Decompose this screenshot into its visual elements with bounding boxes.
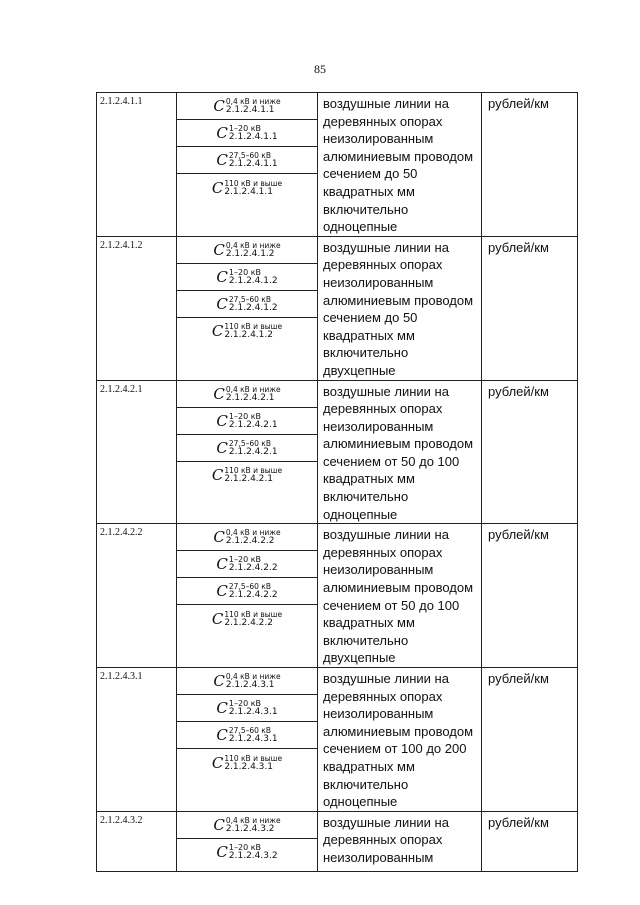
rate-symbol: C <box>211 609 224 628</box>
rate-index: 2.1.2.4.1.2 <box>225 248 275 259</box>
rate-variable <box>177 462 317 489</box>
table-row <box>97 668 578 812</box>
voltage-class: 0,4 кВ и ниже <box>225 384 281 394</box>
rate-index: 2.1.2.4.1.1 <box>228 159 278 169</box>
rate-variables-cell <box>177 380 318 524</box>
rate-index: 2.1.2.4.2.2 <box>225 536 275 547</box>
voltage-class: 1–20 кВ <box>228 699 262 708</box>
rate-symbol: C <box>213 528 225 547</box>
rate-variable <box>177 318 317 345</box>
rate-index: 2.1.2.4.3.1 <box>225 680 275 690</box>
rate-index: 2.1.2.4.2.1 <box>228 419 278 430</box>
row-description: воздушные линии на деревянных опорах неизолированным алюминиевым проводом сечением до 50 квадратных мм включительно двухцепные <box>318 236 482 380</box>
rate-index: 2.1.2.4.2.1 <box>224 474 273 484</box>
voltage-class: 0,4 кВ и ниже <box>225 528 281 538</box>
voltage-class: 110 кВ и выше <box>224 322 283 332</box>
rate-index: 2.1.2.4.1.2 <box>228 302 278 313</box>
rate-symbol: C <box>213 97 225 115</box>
rate-symbol: C <box>216 124 228 142</box>
rate-variables-cell <box>177 93 318 237</box>
table-row <box>97 811 578 871</box>
rate-variable <box>177 695 317 722</box>
row-unit: рублей/км <box>482 811 578 871</box>
rate-symbol: C <box>213 240 225 259</box>
row-code: 2.1.2.4.1.1 <box>97 93 177 237</box>
rate-index: 2.1.2.4.3.2 <box>228 851 278 862</box>
rate-index: 2.1.2.4.1.1 <box>225 105 275 115</box>
voltage-class: 0,4 кВ и ниже <box>225 672 281 681</box>
rate-variable <box>177 408 317 435</box>
rate-index: 2.1.2.4.2.2 <box>228 590 278 601</box>
rate-variable <box>177 147 317 174</box>
row-description: воздушные линии на деревянных опорах неизолированным алюминиевым проводом сечением от 100 до 200 квадратных мм включительно одноцепные <box>318 668 482 812</box>
rate-symbol: C <box>216 726 228 744</box>
voltage-class: 27,5–60 кВ <box>228 438 271 448</box>
rate-symbol: C <box>216 699 228 717</box>
voltage-class: 27,5–60 кВ <box>228 151 271 160</box>
rate-symbol: C <box>216 294 228 313</box>
voltage-class: 110 кВ и выше <box>224 178 283 188</box>
rate-index: 2.1.2.4.3.2 <box>225 823 275 834</box>
rate-variable <box>177 524 317 551</box>
rate-symbol: C <box>216 555 228 574</box>
rate-variables-cell <box>177 811 318 871</box>
rate-symbol: C <box>211 178 224 197</box>
rate-symbol: C <box>211 753 224 772</box>
voltage-class: 110 кВ и выше <box>224 609 283 619</box>
rate-index: 2.1.2.4.2.1 <box>225 392 275 403</box>
rate-variable <box>177 605 317 632</box>
table-row <box>97 93 578 237</box>
voltage-class: 110 кВ и выше <box>224 753 283 763</box>
rate-symbol: C <box>211 322 224 341</box>
row-unit: рублей/км <box>482 380 578 524</box>
row-description: воздушные линии на деревянных опорах неизолированным алюминиевым проводом сечением до 50 квадратных мм включительно одноцепные <box>318 93 482 237</box>
row-description: воздушные линии на деревянных опорах неизолированным алюминиевым проводом сечением от 50 до 100 квадратных мм включительно одноцепные <box>318 380 482 524</box>
rate-index: 2.1.2.4.3.1 <box>228 734 278 744</box>
row-code: 2.1.2.4.2.2 <box>97 524 177 668</box>
voltage-class: 27,5–60 кВ <box>228 726 271 735</box>
rate-variables-cell <box>177 236 318 380</box>
rate-index: 2.1.2.4.1.2 <box>228 275 278 286</box>
rate-variable <box>177 812 317 839</box>
voltage-class: 27,5–60 кВ <box>228 294 271 304</box>
voltage-class: 0,4 кВ и ниже <box>225 97 281 106</box>
rate-index: 2.1.2.4.2.1 <box>228 446 278 457</box>
voltage-class: 110 кВ и выше <box>224 466 283 475</box>
rate-index: 2.1.2.4.3.1 <box>224 761 273 772</box>
rate-index: 2.1.2.4.2.2 <box>228 563 278 574</box>
voltage-class: 1–20 кВ <box>228 843 262 853</box>
rate-variable <box>177 578 317 605</box>
rate-variable <box>177 722 317 749</box>
rate-variables-cell <box>177 668 318 812</box>
row-unit: рублей/км <box>482 93 578 237</box>
rate-variable <box>177 668 317 695</box>
rate-variable <box>177 435 317 462</box>
rate-symbol: C <box>216 411 228 430</box>
rate-variable <box>177 291 317 318</box>
rate-symbol: C <box>216 582 228 601</box>
row-unit: рублей/км <box>482 524 578 668</box>
row-description: воздушные линии на деревянных опорах неизолированным алюминиевым проводом сечением от 50 до 100 квадратных мм включительно двухцепные <box>318 524 482 668</box>
voltage-class: 1–20 кВ <box>228 411 262 421</box>
table-row <box>97 236 578 380</box>
voltage-class: 1–20 кВ <box>228 555 262 565</box>
voltage-class: 27,5–60 кВ <box>228 582 271 592</box>
rate-variable <box>177 120 317 147</box>
rate-variable <box>177 839 317 866</box>
page-number: 85 <box>314 62 326 76</box>
rate-index: 2.1.2.4.2.2 <box>224 617 273 628</box>
rate-variable <box>177 174 317 201</box>
rate-variable <box>177 551 317 578</box>
rate-symbol: C <box>216 438 228 457</box>
row-code: 2.1.2.4.3.2 <box>97 811 177 871</box>
rate-variable <box>177 237 317 264</box>
rate-symbol: C <box>213 672 225 690</box>
row-unit: рублей/км <box>482 668 578 812</box>
voltage-class: 0,4 кВ и ниже <box>225 240 281 250</box>
table-row <box>97 380 578 524</box>
rate-variable <box>177 381 317 408</box>
row-code: 2.1.2.4.3.1 <box>97 668 177 812</box>
rate-symbol: C <box>216 843 228 862</box>
table-row <box>97 524 578 668</box>
rate-symbol: C <box>213 384 225 403</box>
voltage-class: 1–20 кВ <box>228 267 262 277</box>
rate-variable <box>177 93 317 120</box>
row-description: воздушные линии на деревянных опорах неизолированным <box>318 811 482 871</box>
rate-variable <box>177 264 317 291</box>
rate-index: 2.1.2.4.1.1 <box>228 132 278 142</box>
row-code: 2.1.2.4.1.2 <box>97 236 177 380</box>
rate-symbol: C <box>216 267 228 286</box>
row-code: 2.1.2.4.2.1 <box>97 380 177 524</box>
voltage-class: 1–20 кВ <box>228 124 262 133</box>
rate-index: 2.1.2.4.1.1 <box>224 186 273 197</box>
rate-symbol: C <box>213 815 225 834</box>
rate-symbol: C <box>211 466 224 484</box>
rate-variable <box>177 749 317 776</box>
voltage-class: 0,4 кВ и ниже <box>225 815 281 825</box>
rates-table <box>96 92 578 872</box>
rate-symbol: C <box>216 151 228 169</box>
rate-index: 2.1.2.4.3.1 <box>228 707 278 717</box>
rate-variables-cell <box>177 524 318 668</box>
row-unit: рублей/км <box>482 236 578 380</box>
rate-index: 2.1.2.4.1.2 <box>224 330 273 341</box>
